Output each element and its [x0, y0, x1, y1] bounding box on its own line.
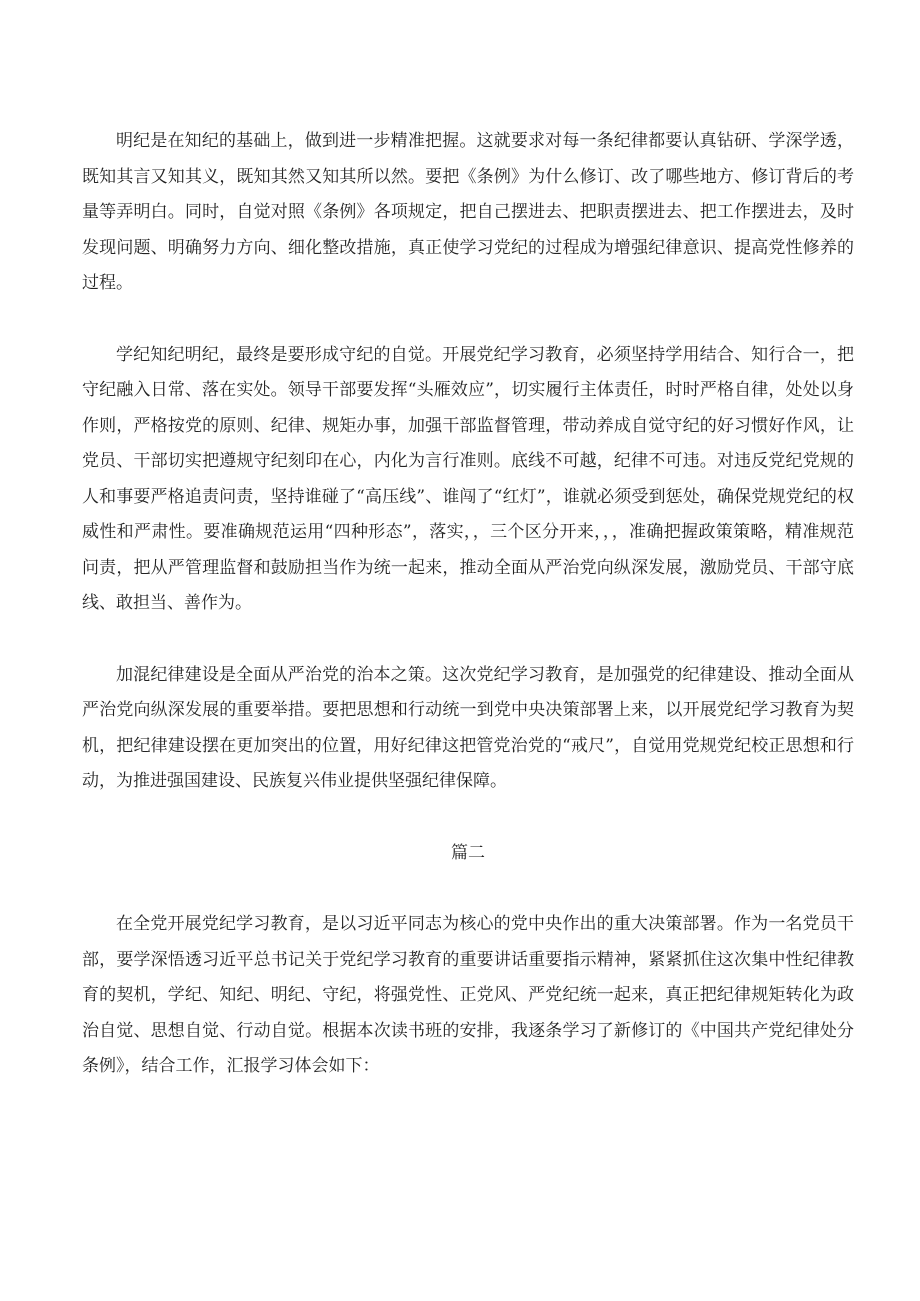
paragraph-spacer [82, 800, 854, 836]
paragraph-discipline-observance: 学纪知纪明纪，最终是要形成守纪的自觉。开展党纪学习教育，必须坚持学用结合、知行合一，把守纪融入日常、落在实处。领导干部要发挥“头雁效应”，切实履行主体责任，时时严格自律，处处以身作则，严格按党的原则、纪律、规矩办事，加强干部监督管理，带动养成自觉守纪的好习惯好作风，让党员、干部切实把遵规守纪刻印在心，内化为言行准则。底线不可越，纪律不可违。对违反党纪党规的人和事要严格追责问责，坚持谁碰了“高压线”、谁闯了“红灯”，谁就必须受到惩处，确保党规党纪的权威性和严肃性。要准确规范运用“四种形态”，落实，，三个区分开来，，，准确把握政策策略，精准规范问责，把从严管理监督和鼓励担当作为统一起来，推动全面从严治党向纵深发展，激励党员、干部守底线、敢担当、善作为。 [82, 344, 854, 613]
paragraph-spacer [82, 871, 854, 907]
paragraph-discipline-construction: 加混纪律建设是全面从严治党的治本之策。这次党纪学习教育，是加强党的纪律建设、推动全面从严治党向纵深发展的重要举措。要把思想和行动统一到党中央决策部署上来，以开展党纪学习教育为契机，把纪律建设摆在更加突出的位置，用好纪律这把管党治党的“戒尺”，自觉用党规党纪校正思想和行动，为推进强国建设、民族复兴伟业提供坚强纪律保障。 [82, 664, 854, 791]
section-heading: 篇二 [451, 842, 485, 863]
paragraph-section-two-intro: 在全党开展党纪学习教育，是以习近平同志为核心的党中央作出的重大决策部署。作为一名党员干部，要学深悟透习近平总书记关于党纪学习教育的重要讲话重要指示精神，紧紧抓住这次集中性纪律教育的契机，学纪、知纪、明纪、守纪，将强党性、正党风、严党纪统一起来，真正把纪律规矩转化为政治自觉、思想自觉、行动自觉。根据本次读书班的安排，我逐条学习了新修订的《中国共产党纪律处分条例》，结合工作，汇报学习体会如下： [82, 914, 854, 1076]
paragraph-discipline-understanding: 明纪是在知纪的基础上，做到进一步精准把握。这就要求对每一条纪律都要认真钻研、学深学透，既知其言又知其义，既知其然又知其所以然。要把《条例》为什么修订、改了哪些地方、修订背后的考量等弄明白。同时，自觉对照《条例》各项规定，把自己摆进去、把职责摆进去、把工作摆进去，及时发现问题、明确努力方向、细化整改措施，真正使学习党纪的过程成为增强纪律意识、提高党性修养的过程。 [82, 131, 854, 293]
paragraph-spacer [82, 302, 854, 338]
document-body [82, 124, 854, 1085]
paragraph-spacer [82, 622, 854, 658]
